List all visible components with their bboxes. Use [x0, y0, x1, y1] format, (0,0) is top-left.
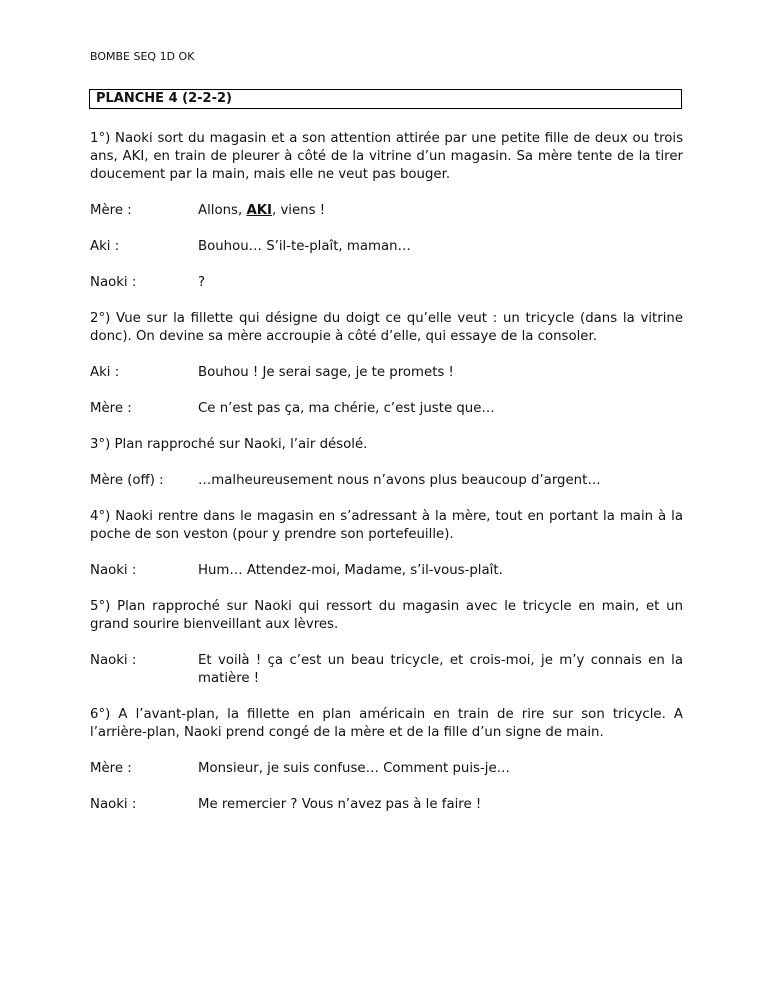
- speaker-label: Mère (off) :: [90, 473, 164, 488]
- panel-description-6: 6°) A l’avant-plan, la fillette en plan américain en train de rire sur son tricycle. A l’arrière-plan, Naoki prend congé de la mère et de la fille d’un signe de main.: [90, 707, 683, 740]
- speaker-label: Naoki :: [90, 653, 137, 668]
- dialog-text: Me remercier ? Vous n’avez pas à le faire !: [198, 797, 482, 812]
- speaker-label: Mère :: [90, 203, 132, 218]
- dialog-text: …malheureusement nous n’avons plus beaucoup d’argent…: [198, 473, 601, 488]
- speaker-label: Aki :: [90, 365, 120, 380]
- dialog-line: [90, 472, 683, 490]
- dialog-text: ?: [198, 275, 206, 290]
- dialog-text: Et voilà ! ça c’est un beau tricycle, et crois-moi, je m’y connais en la matière !: [198, 653, 683, 686]
- dialog-line: [90, 202, 683, 220]
- dialog-text-post: , viens !: [271, 203, 326, 218]
- dialog-line: [90, 562, 683, 580]
- dialog-text: Bouhou ! Je serai sage, je te promets !: [198, 365, 454, 380]
- speaker-label: Naoki :: [90, 563, 137, 578]
- dialog-text: Hum… Attendez-moi, Madame, s’il-vous-plaît.: [198, 563, 503, 578]
- dialog-line: [90, 274, 683, 292]
- speaker-label: Mère :: [90, 761, 132, 776]
- speaker-label: Naoki :: [90, 275, 137, 290]
- panel-description-2: 2°) Vue sur la fillette qui désigne du doigt ce qu’elle veut : un tricycle (dans la vitrine donc). On devine sa mère accroupie à côté d’elle, qui essaye de la consoler.: [90, 311, 683, 344]
- dialog-text: Monsieur, je suis confuse… Comment puis-je…: [198, 761, 510, 776]
- dialog-line: [90, 364, 683, 382]
- dialog-line: [90, 238, 683, 256]
- dialog-text: [198, 202, 683, 220]
- dialog-text: Bouhou… S’il-te-plaît, maman…: [198, 239, 411, 254]
- document-header: BOMBE SEQ 1D OK: [90, 50, 195, 63]
- character-name-aki: AKI: [246, 203, 272, 218]
- panel-description-3: 3°) Plan rapproché sur Naoki, l’air désolé.: [90, 437, 368, 452]
- dialog-line: [90, 652, 683, 688]
- dialog-line: [90, 796, 683, 814]
- planche-title: PLANCHE 4 (2-2-2): [96, 91, 232, 106]
- panel-description-4: 4°) Naoki rentre dans le magasin en s’adressant à la mère, tout en portant la main à la poche de son veston (pour y prendre son portefeuille).: [90, 509, 683, 542]
- dialog-line: [90, 400, 683, 418]
- speaker-label: Mère :: [90, 401, 132, 416]
- dialog-text-pre: Allons,: [198, 203, 247, 218]
- script-content: [90, 130, 683, 832]
- speaker-label: Naoki :: [90, 797, 137, 812]
- dialog-line: [90, 760, 683, 778]
- planche-title-box: [89, 89, 682, 109]
- dialog-text: Ce n’est pas ça, ma chérie, c’est juste que…: [198, 401, 495, 416]
- panel-description-5: 5°) Plan rapproché sur Naoki qui ressort du magasin avec le tricycle en main, et un grand sourire bienveillant aux lèvres.: [90, 599, 683, 632]
- speaker-label: Aki :: [90, 239, 120, 254]
- panel-description-1: 1°) Naoki sort du magasin et a son attention attirée par une petite fille de deux ou trois ans, AKI, en train de pleurer à côté de la vitrine d’un magasin. Sa mère tente de la tirer doucement par la main, mais elle ne veut pas bouger.: [90, 131, 683, 182]
